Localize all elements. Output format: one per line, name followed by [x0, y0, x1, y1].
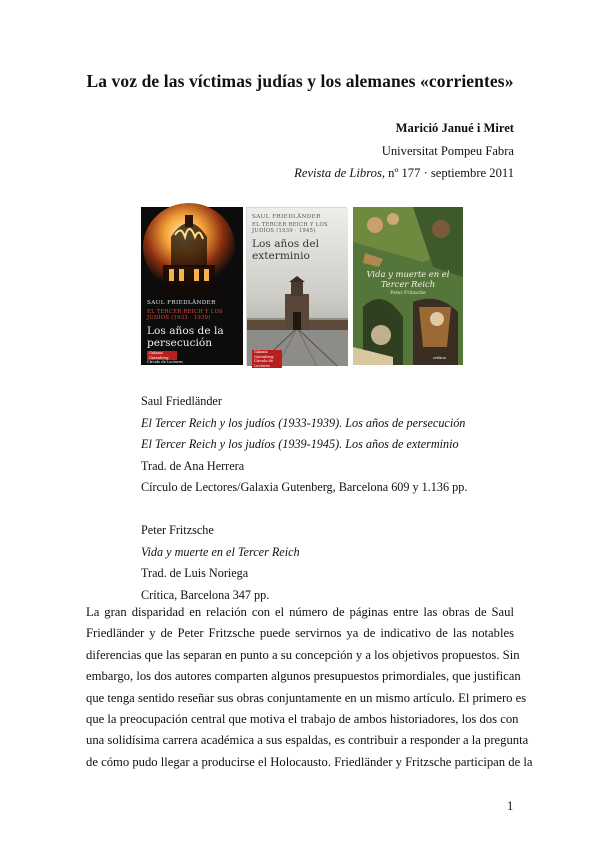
- cover2-publisher-line2: Círculo de Lectores: [252, 359, 282, 368]
- page-number: 1: [507, 799, 514, 813]
- cover1-author: SAUL FRIEDLÄNDER: [147, 300, 216, 306]
- journal-name: Revista de Libros: [294, 166, 382, 180]
- issue-info: , nº 177 · septiembre 2011: [381, 166, 514, 180]
- book2-translator: Trad. de Luis Noriega: [141, 566, 249, 580]
- source-citation: [294, 166, 514, 181]
- cover1-publisher: [147, 351, 183, 365]
- cover-vida-y-muerte: [353, 207, 463, 365]
- book2-publisher: Crítica, Barcelona 347 pp.: [141, 587, 270, 602]
- book1-author: Saul Friedländer: [141, 394, 222, 408]
- body-line: La gran disparidad en relación con el número de páginas entre las obras de Saul: [86, 605, 514, 619]
- body-line: de cómo pudo llegar a producirse el Holocausto. Friedländer y Fritzsche participan de la: [86, 754, 533, 769]
- book2-author: Peter Fritzsche: [141, 523, 214, 537]
- book1-title-1: El Tercer Reich y los judíos (1933-1939). Los años de persecución: [141, 415, 466, 430]
- cover3-author: Peter Fritzsche: [390, 291, 426, 296]
- cover3-publisher: crítica: [433, 355, 446, 360]
- article-title: La voz de las víctimas judías y los alemanes «corrientes»: [86, 71, 514, 91]
- cover2-title: Los años del exterminio: [252, 238, 319, 262]
- cover1-publisher-line1: Galaxia Gutenberg: [147, 351, 177, 360]
- book1-title-2: El Tercer Reich y los judíos (1939-1945). Los años de exterminio: [141, 437, 459, 451]
- body-line: embargo, los dos autores comparten algunos presupuestos primordiales, que justifican: [86, 669, 521, 684]
- body-line: que la preocupación central que motiva el trabajo de ambos historiadores, los dos con: [86, 711, 519, 726]
- cover2-publisher: [252, 350, 282, 368]
- body-line: diferencias que las separan en punto a su concepción y a los objetivos propuestos. Sin: [86, 647, 520, 662]
- cover-exterminio: [246, 207, 347, 368]
- cover3-title: Vida y muerte en el Tercer Reich: [366, 269, 450, 289]
- book-references: [141, 391, 467, 606]
- spacer: [141, 499, 467, 521]
- author-name: Marició Janué i Miret: [395, 121, 514, 135]
- cover1-title: Los años de la persecución: [147, 325, 224, 349]
- cover2-subtitle: EL TERCER REICH Y LOS JUDÍOS (1939 · 1945): [252, 222, 328, 235]
- cover2-author: SAUL FRIEDLÄNDER: [252, 214, 321, 220]
- cover2-publisher-line1: Galaxia Gutenberg: [252, 350, 282, 359]
- author-institution: Universitat Pompeu Fabra: [381, 144, 514, 158]
- cover1-subtitle: EL TERCER REICH Y LOS JUDÍOS (1933 · 1939): [147, 309, 223, 322]
- body-line: una solidísima carrera académica a sus espaldas, es contribuir a responder a la pregunta: [86, 733, 529, 748]
- body-paragraph: [86, 602, 533, 773]
- body-line: que tenga sentido reseñar sus obras conjuntamente en un mismo artículo. El primero es: [86, 690, 527, 705]
- book1-translator: Trad. de Ana Herrera: [141, 458, 245, 473]
- book2-title: Vida y muerte en el Tercer Reich: [141, 544, 300, 559]
- book1-publisher: Círculo de Lectores/Galaxia Gutenberg, Barcelona 609 y 1.136 pp.: [141, 480, 468, 494]
- cover-persecucion: [141, 207, 243, 365]
- book-covers: [141, 207, 463, 368]
- cover1-publisher-line2: Círculo de Lectores: [147, 360, 183, 365]
- body-line: Friedländer y de Peter Fritzsche puede servirnos ya de indicativo de las notables: [86, 626, 514, 641]
